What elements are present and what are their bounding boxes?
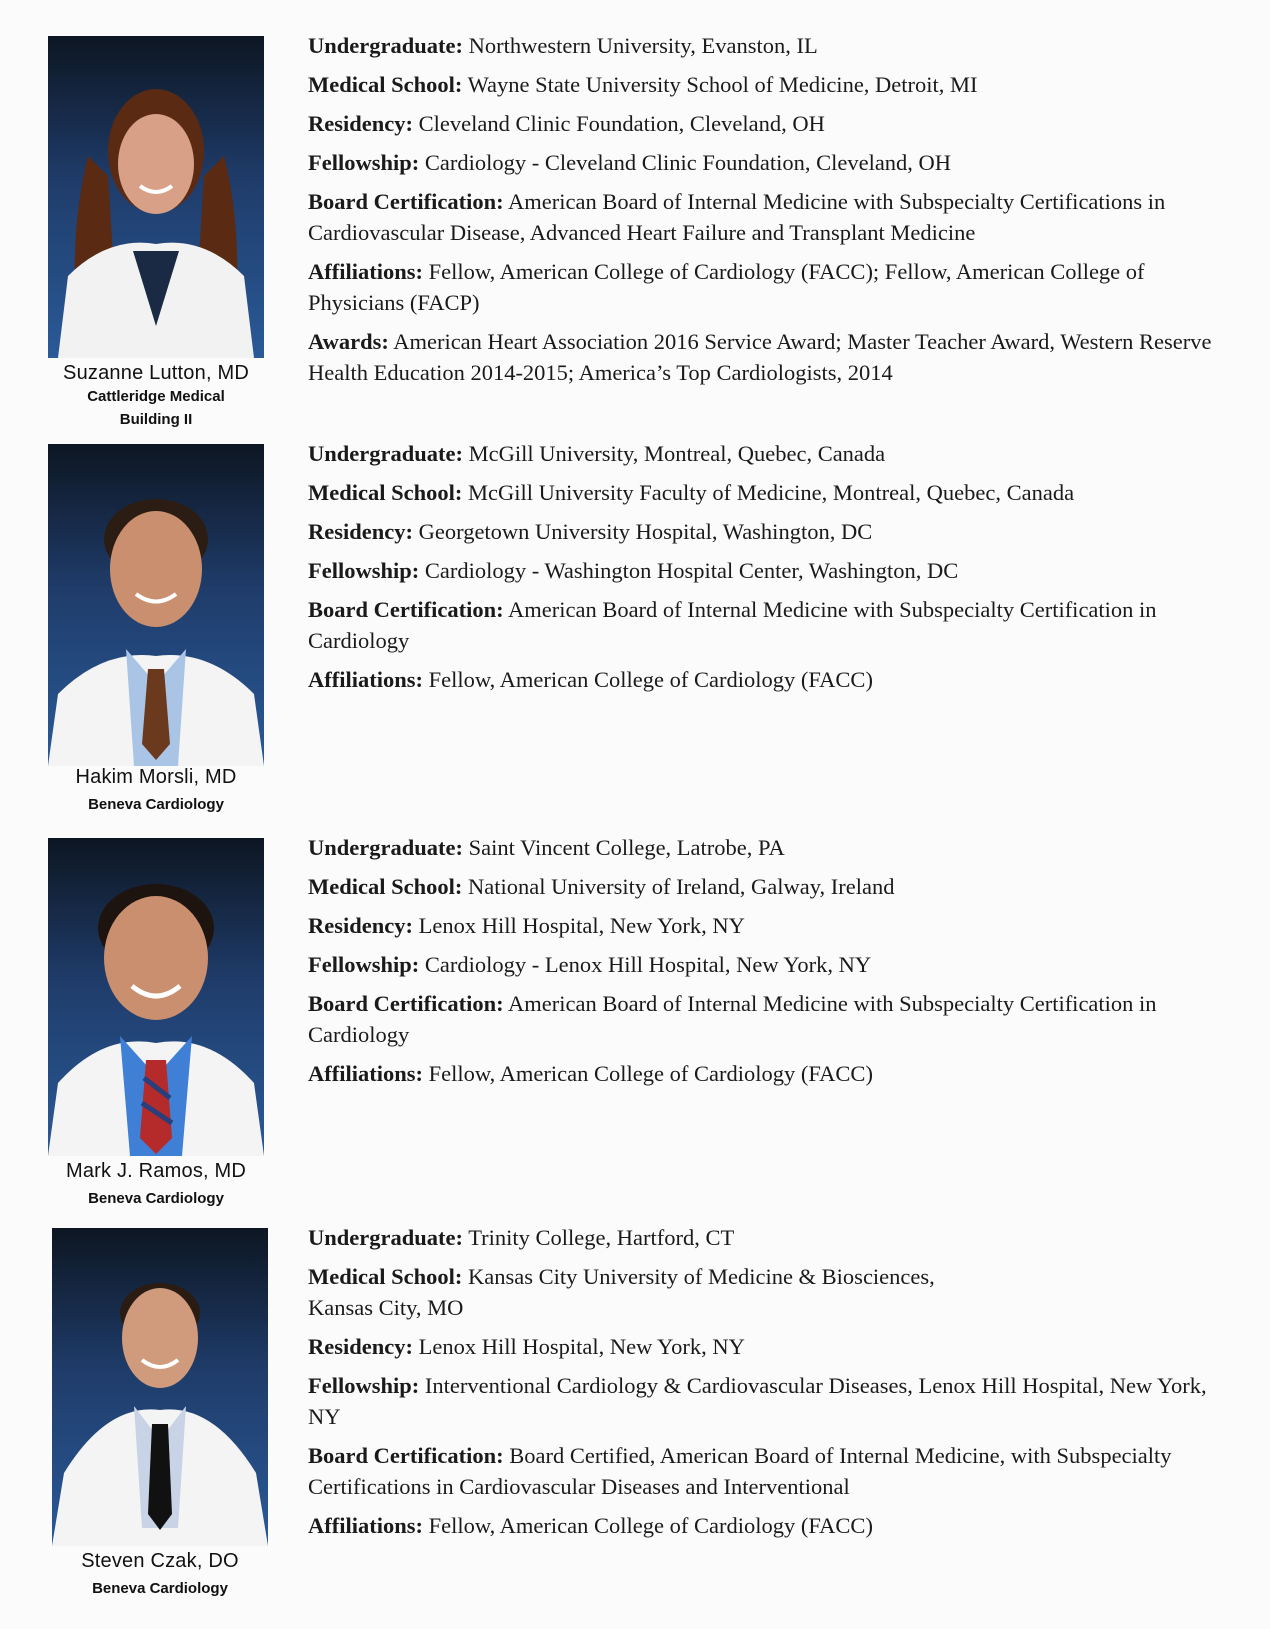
doctor-caption [44, 1550, 276, 1600]
doctor-profile [0, 835, 1270, 1210]
doctor-location: Beneva Cardiology [88, 796, 224, 813]
credential-board-certification: Board Certification: American Board of Internal Medicine with Subspecialty Certification in Cardiology [308, 991, 1157, 1047]
doctor-credentials [308, 832, 1233, 1097]
credential-medical-school: Medical School: McGill University Faculty of Medicine, Montreal, Quebec, Canada [308, 480, 1075, 505]
doctor-credentials [308, 1222, 1233, 1549]
credential-board-certification: Board Certification: American Board of Internal Medicine with Subspecialty Certification in Cardiology [308, 597, 1157, 653]
doctor-photo [48, 36, 264, 358]
credential-affiliations: Affiliations: Fellow, American College of Cardiology (FACC) [308, 667, 873, 692]
doctor-credentials [308, 438, 1233, 703]
credential-fellowship: Fellowship: Cardiology - Cleveland Clinic Foundation, Cleveland, OH [308, 150, 952, 175]
credential-residency: Residency: Lenox Hill Hospital, New York, NY [308, 1334, 745, 1359]
credential-medical-school: Medical School: National University of Ireland, Galway, Ireland [308, 874, 895, 899]
doctor-name: Suzanne Lutton, MD [63, 362, 249, 384]
credential-fellowship: Fellowship: Cardiology - Washington Hospital Center, Washington, DC [308, 558, 959, 583]
credential-awards: Awards: American Heart Association 2016 Service Award; Master Teacher Award, Western Reserve Health Education 2014-2015; America’s Top Cardiologists, 2014 [308, 329, 1212, 385]
doctor-name: Steven Czak, DO [81, 1550, 239, 1572]
doctor-caption [40, 766, 272, 816]
credential-undergraduate: Undergraduate: Saint Vincent College, Latrobe, PA [308, 835, 785, 860]
credential-residency: Residency: Lenox Hill Hospital, New York, NY [308, 913, 745, 938]
doctor-portrait-female-icon [48, 36, 264, 358]
doctor-profile [0, 33, 1270, 428]
credential-fellowship: Fellowship: Cardiology - Lenox Hill Hospital, New York, NY [308, 952, 872, 977]
credential-affiliations: Affiliations: Fellow, American College of Cardiology (FACC) [308, 1061, 873, 1086]
doctor-caption [40, 1160, 272, 1210]
credential-residency: Residency: Georgetown University Hospital, Washington, DC [308, 519, 873, 544]
doctor-profile [0, 441, 1270, 816]
credential-undergraduate: Undergraduate: Trinity College, Hartford, CT [308, 1225, 735, 1250]
doctor-location: Beneva Cardiology [92, 1580, 228, 1597]
credential-affiliations: Affiliations: Fellow, American College of Cardiology (FACC); Fellow, American College of Physicians (FACP) [308, 259, 1145, 315]
doctor-credentials [308, 30, 1233, 396]
doctor-portrait-male-icon [48, 838, 264, 1156]
credential-affiliations: Affiliations: Fellow, American College of Cardiology (FACC) [308, 1513, 873, 1538]
credential-fellowship: Fellowship: Interventional Cardiology & Cardiovascular Diseases, Lenox Hill Hospital, New York, NY [308, 1373, 1207, 1429]
doctor-photo [48, 444, 264, 766]
doctor-caption [40, 362, 272, 431]
credential-board-certification: Board Certification: American Board of Internal Medicine with Subspecialty Certifications in Cardiovascular Disease, Advanced Heart Failure and Transplant Medicine [308, 189, 1166, 245]
doctor-portrait-male-icon [48, 444, 264, 766]
doctor-name: Hakim Morsli, MD [75, 766, 237, 788]
doctor-location: Beneva Cardiology [88, 1190, 224, 1207]
doctor-location: Cattleridge Medical Building II [87, 388, 225, 428]
credential-medical-school: Medical School: Kansas City University of Medicine & Biosciences, Kansas City, MO [308, 1264, 935, 1320]
doctor-photo [48, 838, 264, 1156]
credential-undergraduate: Undergraduate: Northwestern University, Evanston, IL [308, 33, 818, 58]
credential-undergraduate: Undergraduate: McGill University, Montreal, Quebec, Canada [308, 441, 886, 466]
doctor-portrait-male-icon [52, 1228, 268, 1546]
credential-board-certification: Board Certification: Board Certified, American Board of Internal Medicine, with Subspecialty Certifications in Cardiovascular Diseases and Interventional [308, 1443, 1172, 1499]
credential-residency: Residency: Cleveland Clinic Foundation, Cleveland, OH [308, 111, 825, 136]
credential-medical-school: Medical School: Wayne State University School of Medicine, Detroit, MI [308, 72, 978, 97]
doctor-photo [52, 1228, 268, 1546]
doctor-profile [0, 1225, 1270, 1608]
doctor-name: Mark J. Ramos, MD [65, 1160, 247, 1182]
